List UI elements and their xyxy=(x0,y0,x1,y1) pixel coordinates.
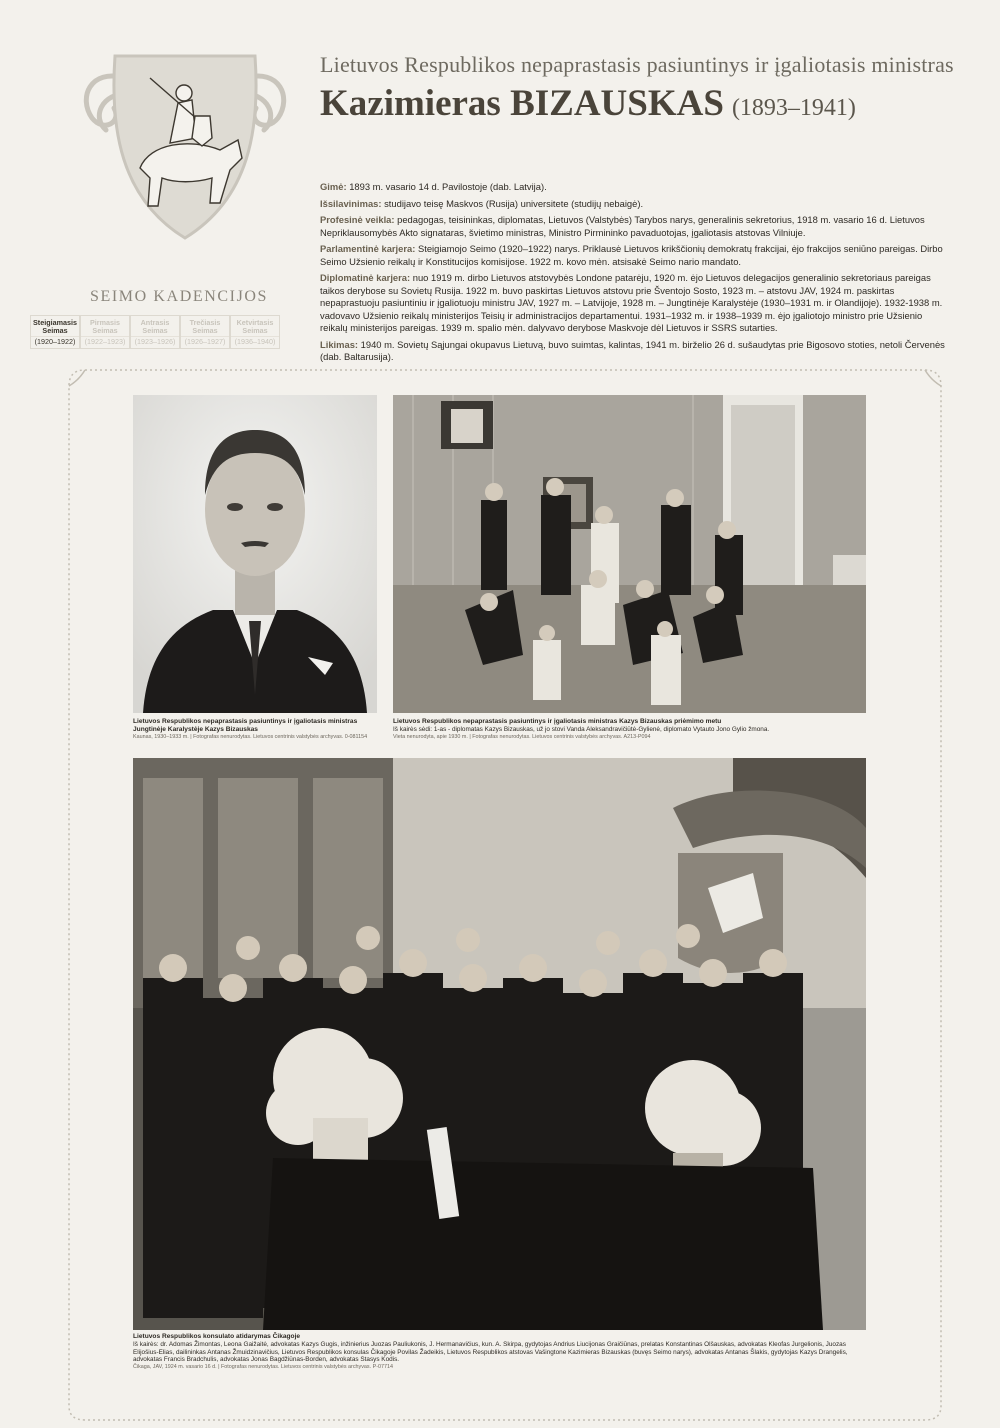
caption-title-2: Jungtinėje Karalystėje Kazys Bizauskas xyxy=(133,725,258,733)
term-name-1: Ketvirtasis xyxy=(236,318,274,327)
life-years: (1893–1941) xyxy=(731,95,856,121)
caption-title: Lietuvos Respublikos nepaprastasis pasiuntinys ir įgaliotasis ministras xyxy=(133,718,358,725)
term-name-1: Trečiasis xyxy=(189,318,221,327)
term-cell xyxy=(230,315,280,349)
bio-text: studijavo teisę Maskvos (Rusija) universitete (studijų nebaigė). xyxy=(384,197,644,209)
term-years: (1922–1923) xyxy=(81,336,129,347)
reception-photo xyxy=(393,395,866,713)
term-name-1: Pirmasis xyxy=(90,318,120,327)
bio-education xyxy=(320,198,950,211)
term-name-2: Seimas xyxy=(242,325,268,335)
biography xyxy=(320,181,950,368)
term-name-2: Seimas xyxy=(142,325,168,335)
term-name xyxy=(131,316,179,334)
bio-text: 1940 m. Sovietų Sąjungai okupavus Lietuvą, buvo suimtas, kalintas, 1941 m. birželio 26 d. sušaudytas prie Bigosovo stoties, netoli Červenės (dab. Baltarusija). xyxy=(320,338,945,362)
page-title xyxy=(320,82,856,125)
term-name xyxy=(31,316,79,334)
bio-label: Diplomatinė karjera: xyxy=(320,272,411,283)
caption-source: Kaunas, 1930–1933 m. | Fotografas nenurodytas. Lietuvos centrinis valstybės archyvas. 0-081154 xyxy=(133,733,368,740)
bio-label: Gimė: xyxy=(320,181,347,192)
term-name xyxy=(81,316,129,334)
terms-title: SEIMO KADENCIJOS xyxy=(90,288,269,305)
bio-label: Profesinė veikla: xyxy=(320,214,395,225)
bio-text: Steigiamojo Seimo (1920–1922) narys. Priklausė Lietuvos krikščionių demokratų frakcijai, ėjo frakcijos seniūno pareigas. Dirbo Seimo Užsienio reikalų ir Konstitucijos komisijose. 1922 m. kovo mėn. atsisakė Seimo nario mandato. xyxy=(320,243,943,267)
bio-label: Parlamentinė karjera: xyxy=(320,243,416,254)
page-subtitle: Lietuvos Respublikos nepaprastasis pasiuntinys ir įgaliotasis ministras xyxy=(320,52,954,77)
term-cell xyxy=(30,315,80,349)
term-cell xyxy=(80,315,130,349)
bio-text: 1893 m. vasario 14 d. Pavilostoje (dab. Latvija). xyxy=(349,181,547,192)
bio-fate xyxy=(320,339,950,364)
consulate-photo xyxy=(133,758,866,1330)
caption-source: Vieta nenurodyta, apie 1930 m. | Fotografas nenurodytas. Lietuvos centrinis valstybės archyvas. A213-P094 xyxy=(393,733,651,740)
term-name-1: Antrasis xyxy=(140,318,170,327)
reception-caption xyxy=(393,718,868,741)
bio-label: Išsilavinimas: xyxy=(320,197,382,209)
term-cell xyxy=(130,315,180,349)
consulate-caption xyxy=(133,1333,868,1372)
caption-description: Iš kairės: dr. Adomas Žimontas, Leona Gaižaitė, advokatas Kazys Gugis, inžinierius Juozas Pauliukonis, J. Hermanavičius, kun. A. Skirpa, gydytojas Andrius Liucijonas Graičiūnas, prelatas Konstantinas Olšauskas, advokatas Kleofas Jurgelionis, Juozas Elijošius-Elias, dailininkas Antanas Žmuidzinavičius, Lietuvos Respublikos konsulas Čikagoje Povilas Žadeikis, Lietuvos Respublikos atstovas Vašingtone Kazimieras Bizauskas (buvęs Seimo narys), advokatas Antanas Šlakis, gydytojas Kazys Drangelis, advokatas Francis Bradchulis, advokatas Jonas Bagdžiūnas-Borden, advokatas Stasys Kodis. xyxy=(133,1340,848,1364)
term-name xyxy=(231,316,279,334)
term-name-2: Seimas xyxy=(42,325,68,335)
term-years: (1936–1940) xyxy=(231,336,279,347)
person-name: Kazimieras BIZAUSKAS xyxy=(320,83,724,124)
term-cell xyxy=(180,315,230,349)
term-name-2: Seimas xyxy=(192,325,218,335)
bio-text: pedagogas, teisininkas, diplomatas, Lietuvos (Valstybės) Tarybos narys, generalinis sekretorius, 1918 m. vasario 16 d. Lietuvos Nepriklausomybės Akto signataras, švietimo ministras, Ministro Pirmininko pavaduotojas, įgaliotasis atstovas Vilniuje. xyxy=(320,214,925,238)
bio-diplomacy xyxy=(320,272,950,335)
portrait-photo xyxy=(133,395,377,713)
term-name-1: Steigiamasis xyxy=(33,318,77,327)
caption-description: Iš kairės sėdi: 1-as - diplomatas Kazys Bizauskas, už jo stovi Vanda Aleksandravičiūtė-Gylienė, diplomato Vytauto Jono Gylio žmona. xyxy=(393,725,770,733)
caption-source: Čikaga, JAV, 1924 m. vasario 16 d. | Fotografas nenurodytas. Lietuvos centrinis valstybės archyvas. P-07714 xyxy=(133,1364,393,1371)
term-years: (1920–1922) xyxy=(31,336,79,347)
bio-parliament xyxy=(320,243,950,268)
bio-profession xyxy=(320,214,950,239)
caption-title: Lietuvos Respublikos nepaprastasis pasiuntinys ir įgaliotasis ministras Kazys Bizauskas priėmimo metu xyxy=(393,718,722,725)
term-name-2: Seimas xyxy=(92,325,118,335)
term-years: (1923–1926) xyxy=(131,336,179,347)
term-name xyxy=(181,316,229,334)
vytis-coat-of-arms xyxy=(70,38,300,248)
terms-table xyxy=(30,315,282,349)
portrait-caption xyxy=(133,718,383,741)
bio-born xyxy=(320,181,950,194)
bio-text: nuo 1919 m. dirbo Lietuvos atstovybės Londone patarėju, 1920 m. ėjo Lietuvos delegacijos generalinio sekretoriaus pareigas taikos derybose su Sovietų Rusija. 1922 m. buvo paskirtas Lietuvos atstovu prie Šventojo Sosto, 1923 m. – atstovu JAV, 1924 m. paskirtas nepaprastuoju pasiuntiniu ir įgaliotuoju ministru JAV, 1927 m. – Latvijoje, 1928 m. – Jungtinėje Karalystėje (1930–1931 m. ir Olandijoje). 1932-1938 m. vadovavo Užsienio reikalų ministerijos Teisių ir administracijos departamentui. 1931–1932 m. ir 1938–1939 m. ėjo įgaliotojo ministro prie Užsienio reikalų ministerijos pareigas. 1939 m. spalio mėn. dalyvavo derybose Maskvoje dėl Lietuvos ir SSRS sutarties. xyxy=(320,272,943,333)
bio-label: Likimas: xyxy=(320,338,359,350)
caption-title: Lietuvos Respublikos konsulato atidarymas Čikagoje xyxy=(133,1333,301,1340)
term-years: (1926–1927) xyxy=(181,336,229,347)
